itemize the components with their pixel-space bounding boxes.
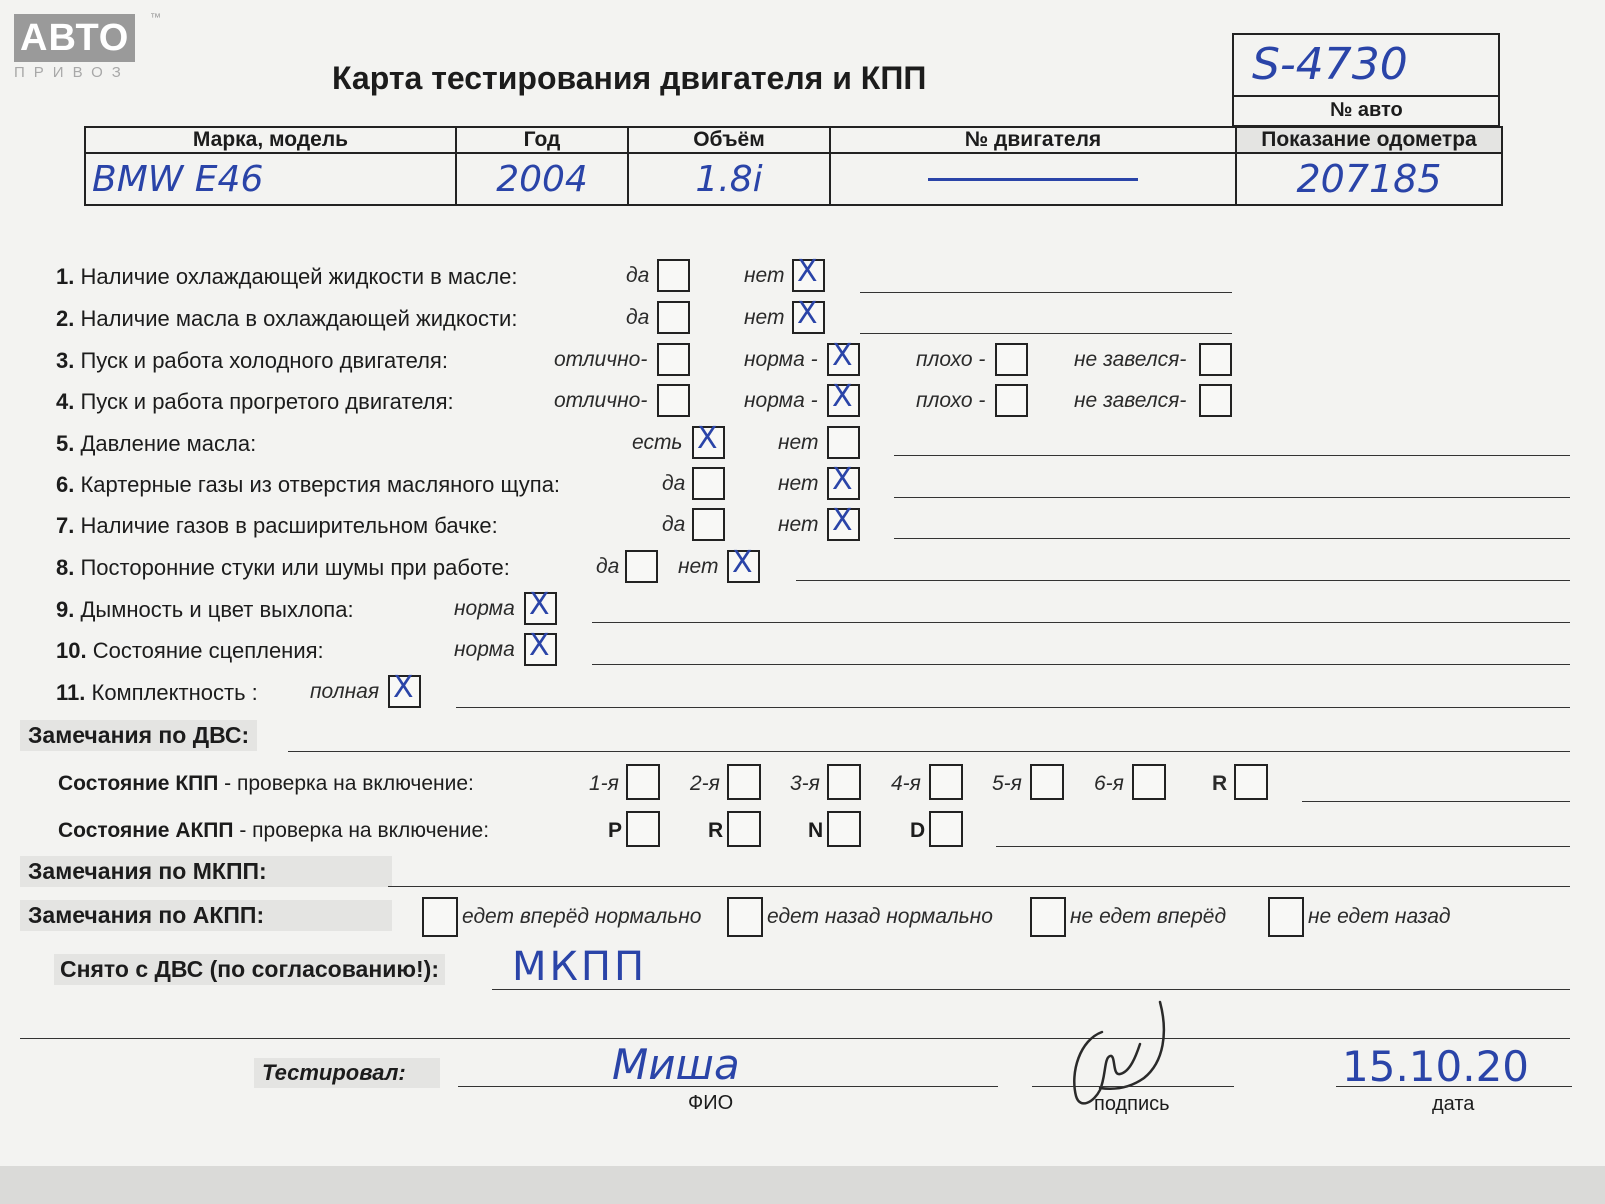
check-row-1 <box>56 264 517 290</box>
akpp-label-r: R <box>708 819 724 842</box>
checkbox-1-da[interactable] <box>657 259 690 292</box>
gear-checkbox-4[interactable] <box>929 764 963 800</box>
checkbox-4-bad[interactable] <box>995 384 1028 417</box>
check-text-10: Состояние сцепления: <box>92 638 324 663</box>
check-text-8: Посторонние стуки или шумы при работе: <box>80 555 510 580</box>
col-odometer: Показание одометра <box>1236 127 1502 153</box>
opt-2-net: нет <box>744 306 785 329</box>
col-year: Год <box>456 127 628 153</box>
paper-edge <box>0 1166 1605 1204</box>
footer-separator <box>20 1038 1570 1039</box>
opt-4-excellent: отлично- <box>554 389 648 412</box>
checkbox-11-full[interactable] <box>388 670 421 708</box>
akpp-remark-checkbox-forward-ok[interactable] <box>422 897 458 937</box>
opt-3-excellent: отлично- <box>554 348 648 371</box>
note-line-1 <box>860 292 1232 293</box>
checkbox-5-yes[interactable] <box>692 421 725 459</box>
check-num-6: 6. <box>56 472 75 497</box>
value-volume: 1.8i <box>628 153 830 205</box>
date-caption: дата <box>1432 1093 1475 1115</box>
gear-label-5: 5-я <box>992 772 1022 795</box>
akpp-checkbox-p[interactable] <box>626 811 660 847</box>
checkbox-6-net[interactable] <box>827 462 860 500</box>
kpp-note-line[interactable] <box>1302 801 1570 802</box>
gear-label-4: 4-я <box>891 772 921 795</box>
gear-checkbox-3[interactable] <box>827 764 861 800</box>
opt-10-normal: норма <box>454 638 515 661</box>
check-text-11: Комплектность : <box>91 680 258 705</box>
remarks-mkpp-label: Замечания по МКПП: <box>20 856 392 887</box>
check-mark: X <box>832 379 853 414</box>
col-volume: Объём <box>628 127 830 153</box>
logo <box>14 14 135 81</box>
signature-caption: подпись <box>1094 1093 1170 1115</box>
remarks-dvs-label: Замечания по ДВС: <box>20 720 257 751</box>
kpp-label <box>58 772 474 796</box>
checkbox-1-net[interactable] <box>792 254 825 292</box>
opt-4-not-started: не завелся- <box>1074 389 1187 412</box>
note-line-6 <box>894 497 1570 498</box>
opt-6-net: нет <box>778 472 819 495</box>
vehicle-info-table <box>84 126 1503 206</box>
check-mark: X <box>797 254 818 289</box>
note-line-5 <box>894 455 1570 456</box>
removed-label: Снято с ДВС (по согласованию!): <box>54 954 445 985</box>
check-text-9: Дымность и цвет выхлопа: <box>80 597 354 622</box>
akpp-label-d: D <box>910 819 926 842</box>
car-number-box <box>1232 33 1500 127</box>
opt-8-net: нет <box>678 555 719 578</box>
akpp-remark-checkbox-no-backward[interactable] <box>1268 897 1304 937</box>
opt-4-bad: плохо - <box>916 389 986 412</box>
check-row-5 <box>56 431 256 457</box>
check-num-9: 9. <box>56 597 75 622</box>
check-row-3 <box>56 348 448 374</box>
note-line-7 <box>894 538 1570 539</box>
akpp-remark-backward-ok: едет назад нормально <box>767 905 993 928</box>
akpp-remark-checkbox-no-forward[interactable] <box>1030 897 1066 937</box>
check-num-3: 3. <box>56 348 75 373</box>
gear-label-1: 1-я <box>589 772 619 795</box>
opt-3-normal: норма - <box>744 348 818 371</box>
check-num-10: 10. <box>56 638 87 663</box>
note-line-8 <box>796 580 1570 581</box>
remarks-dvs-line[interactable] <box>288 751 1570 752</box>
note-line-2 <box>860 333 1232 334</box>
akpp-remark-checkbox-backward-ok[interactable] <box>727 897 763 937</box>
akpp-note-line[interactable] <box>996 846 1570 847</box>
check-text-2: Наличие масла в охлаждающей жидкости: <box>80 306 518 331</box>
check-row-8 <box>56 555 510 581</box>
col-engine-number: № двигателя <box>830 127 1236 153</box>
opt-3-bad: плохо - <box>916 348 986 371</box>
value-odometer: 207185 <box>1236 153 1502 205</box>
check-mark: X <box>797 296 818 331</box>
check-text-3: Пуск и работа холодного двигателя: <box>80 348 448 373</box>
removed-line[interactable] <box>492 989 1570 990</box>
check-row-10 <box>56 638 324 664</box>
note-line-11 <box>456 707 1570 708</box>
vehicle-info-header-row <box>85 127 1502 153</box>
check-text-5: Давление масла: <box>80 431 257 456</box>
value-year: 2004 <box>456 153 628 205</box>
car-number-divider <box>1234 95 1498 97</box>
vehicle-info-value-row <box>85 153 1502 205</box>
logo-main: АВТО <box>14 14 135 62</box>
checkbox-8-da[interactable] <box>625 550 658 583</box>
opt-5-no: нет <box>778 431 819 454</box>
akpp-remark-no-forward: не едет вперёд <box>1070 905 1227 928</box>
col-model: Марка, модель <box>85 127 456 153</box>
opt-4-normal: норма - <box>744 389 818 412</box>
date-line[interactable] <box>1336 1086 1572 1087</box>
opt-8-da: да <box>596 555 620 578</box>
akpp-checkbox-r[interactable] <box>727 811 761 847</box>
checkbox-7-net[interactable] <box>827 503 860 541</box>
opt-3-not-started: не завелся- <box>1074 348 1187 371</box>
opt-2-da: да <box>626 306 650 329</box>
check-num-5: 5. <box>56 431 75 456</box>
checkbox-4-normal[interactable] <box>827 379 860 417</box>
page-title: Карта тестирования двигателя и КПП <box>332 60 927 96</box>
check-num-1: 1. <box>56 264 75 289</box>
akpp-label <box>58 819 489 843</box>
check-num-2: 2. <box>56 306 75 331</box>
removed-value: МКПП <box>512 944 648 990</box>
kpp-label-rest: - проверка на включение: <box>218 772 474 795</box>
tested-name-caption: ФИО <box>688 1092 734 1114</box>
logo-sub: ПРИВОЗ <box>14 64 130 81</box>
opt-5-yes: есть <box>632 431 683 454</box>
checkbox-10-normal[interactable] <box>524 628 557 666</box>
tested-name-line[interactable] <box>458 1086 998 1087</box>
check-row-2 <box>56 306 517 332</box>
check-row-11 <box>56 680 258 706</box>
gear-checkbox-6[interactable] <box>1132 764 1166 800</box>
opt-1-da: да <box>626 264 650 287</box>
checkbox-3-normal[interactable] <box>827 338 860 376</box>
checkbox-3-excellent[interactable] <box>657 343 690 376</box>
check-num-7: 7. <box>56 513 75 538</box>
gear-label-2: 2-я <box>690 772 720 795</box>
check-mark: X <box>393 670 414 705</box>
akpp-label-rest: - проверка на включение: <box>233 819 490 842</box>
akpp-remark-no-backward: не едет назад <box>1308 905 1451 928</box>
gear-label-3: 3-я <box>790 772 820 795</box>
check-text-7: Наличие газов в расширительном бачке: <box>80 513 498 538</box>
note-line-10 <box>592 664 1570 665</box>
remarks-mkpp-line[interactable] <box>388 886 1570 887</box>
check-row-4 <box>56 389 454 415</box>
checkbox-5-no[interactable] <box>827 426 860 459</box>
akpp-remark-forward-ok: едет вперёд нормально <box>462 905 702 928</box>
note-line-9 <box>592 622 1570 623</box>
check-text-1: Наличие охлаждающей жидкости в масле: <box>80 264 518 289</box>
opt-11-full: полная <box>310 680 380 703</box>
check-mark: X <box>529 628 550 663</box>
checkbox-7-da[interactable] <box>692 508 725 541</box>
gear-label-r: R <box>1212 772 1228 795</box>
checkbox-4-not-started[interactable] <box>1199 384 1232 417</box>
opt-1-net: нет <box>744 264 785 287</box>
checkbox-9-normal[interactable] <box>524 587 557 625</box>
logo-tm: ™ <box>150 12 161 24</box>
engine-number-dash <box>928 178 1138 181</box>
tested-label: Тестировал: <box>254 1058 440 1088</box>
akpp-label-p: P <box>608 819 623 842</box>
opt-6-da: да <box>662 472 686 495</box>
tested-name: Миша <box>612 1040 740 1089</box>
akpp-label-n: N <box>808 819 824 842</box>
checkbox-2-net[interactable] <box>792 296 825 334</box>
signature-line[interactable] <box>1032 1086 1234 1087</box>
checkbox-3-bad[interactable] <box>995 343 1028 376</box>
remarks-akpp-label: Замечания по АКПП: <box>20 900 392 931</box>
checkbox-8-net[interactable] <box>727 545 760 583</box>
gear-label-6: 6-я <box>1094 772 1124 795</box>
gear-checkbox-2[interactable] <box>727 764 761 800</box>
car-number-value: S-4730 <box>1252 39 1408 90</box>
checkbox-6-da[interactable] <box>692 467 725 500</box>
checkbox-4-excellent[interactable] <box>657 384 690 417</box>
gear-checkbox-5[interactable] <box>1030 764 1064 800</box>
check-num-11: 11. <box>56 680 86 705</box>
kpp-label-bold: Состояние КПП <box>58 772 219 795</box>
value-model: BMW E46 <box>85 153 456 205</box>
check-mark: X <box>697 421 718 456</box>
check-row-9 <box>56 597 354 623</box>
opt-9-normal: норма <box>454 597 515 620</box>
check-text-4: Пуск и работа прогретого двигателя: <box>80 389 454 414</box>
gear-checkbox-r[interactable] <box>1234 764 1268 800</box>
opt-7-da: да <box>662 513 686 536</box>
akpp-checkbox-d[interactable] <box>929 811 963 847</box>
check-mark: X <box>732 545 753 580</box>
check-mark: X <box>832 338 853 373</box>
value-engine-number <box>830 153 1236 205</box>
car-number-label: № авто <box>1330 99 1403 121</box>
akpp-checkbox-n[interactable] <box>827 811 861 847</box>
check-mark: X <box>832 503 853 538</box>
check-mark: X <box>529 587 550 622</box>
akpp-label-bold: Состояние АКПП <box>58 819 234 842</box>
check-row-6 <box>56 472 560 498</box>
check-num-4: 4. <box>56 389 75 414</box>
gear-checkbox-1[interactable] <box>626 764 660 800</box>
check-mark: X <box>832 462 853 497</box>
check-text-6: Картерные газы из отверстия масляного щупа: <box>80 472 561 497</box>
check-num-8: 8. <box>56 555 75 580</box>
opt-7-net: нет <box>778 513 819 536</box>
checkbox-2-da[interactable] <box>657 301 690 334</box>
checkbox-3-not-started[interactable] <box>1199 343 1232 376</box>
check-row-7 <box>56 513 498 539</box>
tested-date: 15.10.20 <box>1342 1042 1530 1091</box>
